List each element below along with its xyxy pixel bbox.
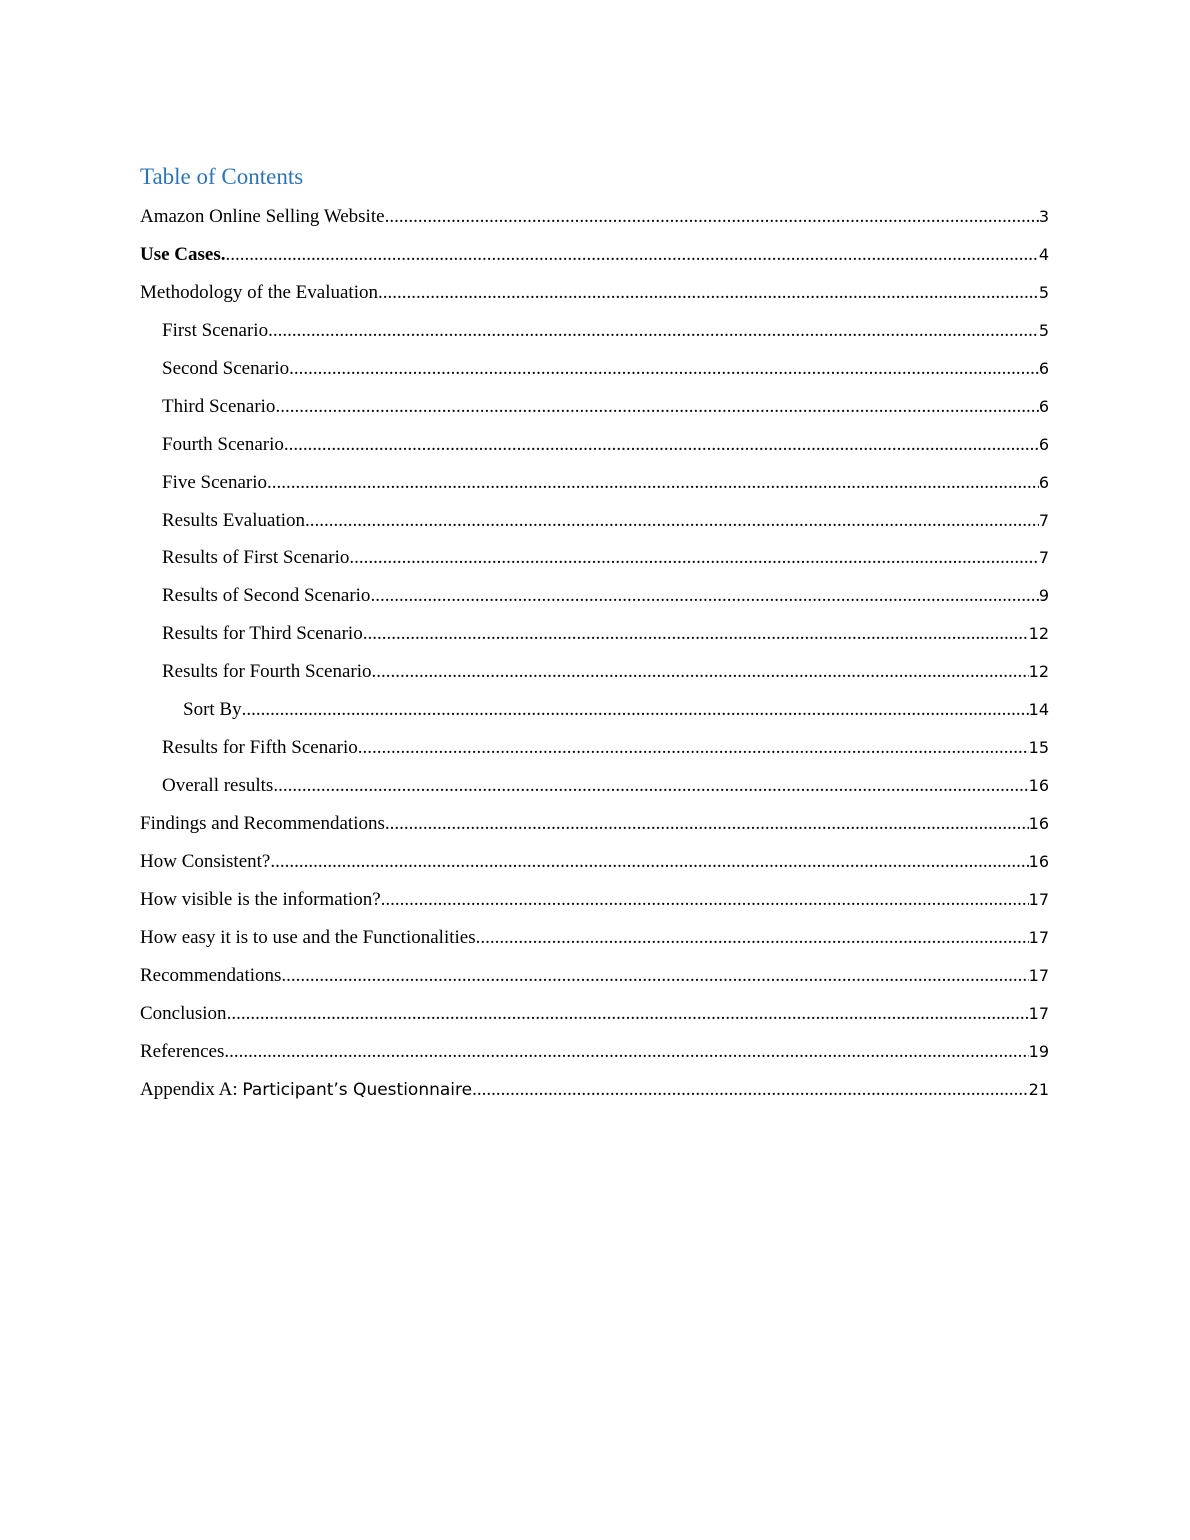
toc-entry-label: Results of Second Scenario xyxy=(162,585,371,607)
toc-page-number: 6 xyxy=(1038,434,1049,454)
toc-entry-findings-recommendations[interactable] xyxy=(140,805,1049,843)
toc-entry-second-scenario[interactable] xyxy=(140,350,1049,388)
toc-page-number: 6 xyxy=(1038,358,1049,378)
toc-leader-dots xyxy=(358,729,1029,767)
toc-leader-dots xyxy=(273,767,1028,805)
toc-entry-label: Third Scenario xyxy=(162,395,276,417)
toc-page-number: 17 xyxy=(1028,965,1049,985)
toc-leader-dots xyxy=(224,1033,1028,1071)
toc-entry-label: Results for Fourth Scenario xyxy=(162,661,372,683)
toc-entry-results-fourth-scenario[interactable] xyxy=(140,653,1049,691)
toc-page-number: 6 xyxy=(1038,472,1049,492)
toc-entry-results-first-scenario[interactable] xyxy=(140,539,1049,577)
toc-leader-dots xyxy=(284,426,1039,464)
toc-entry-label: Overall results xyxy=(162,775,274,797)
toc-leader-dots xyxy=(363,615,1029,653)
toc-entry-fourth-scenario[interactable] xyxy=(140,426,1049,464)
toc-entry-label: First Scenario xyxy=(162,319,269,341)
toc-entry-label: How Consistent? xyxy=(140,850,271,872)
toc-leader-dots xyxy=(270,843,1028,881)
toc-leader-dots xyxy=(268,312,1039,350)
toc-entry-label: Findings and Recommendations xyxy=(140,813,385,834)
toc-page-number: 7 xyxy=(1038,548,1049,568)
toc-page-number: 19 xyxy=(1028,1041,1049,1061)
toc-entry-label: How easy it is to use and the Functionalities xyxy=(140,926,476,948)
toc-entry-label: Use Cases. xyxy=(140,243,226,265)
toc-page-number: 15 xyxy=(1028,738,1049,758)
toc-page-number: 12 xyxy=(1028,662,1049,682)
toc-entry-results-third-scenario[interactable] xyxy=(140,615,1049,653)
toc-page-number: 16 xyxy=(1028,851,1049,871)
toc-leader-dots xyxy=(370,577,1038,615)
toc-entry-label: Results of First Scenario xyxy=(162,547,350,569)
toc-leader-dots xyxy=(267,464,1039,502)
toc-leader-dots xyxy=(378,274,1039,312)
toc-page-number: 3 xyxy=(1038,207,1049,226)
toc-entry-label: Amazon Online Selling Website xyxy=(140,206,385,227)
toc-leader-dots xyxy=(281,957,1028,995)
toc-entry-how-consistent[interactable] xyxy=(140,843,1049,881)
toc-leader-dots xyxy=(226,236,1039,274)
toc-entry-label-sans: Participant’s Questionnaire xyxy=(242,1079,473,1100)
toc-leader-dots xyxy=(275,388,1038,426)
toc-entry-label: How visible is the information? xyxy=(140,888,381,910)
toc-entry-label: Five Scenario xyxy=(162,471,268,493)
toc-entry-use-cases[interactable] xyxy=(140,236,1049,274)
toc-entry-sort-by[interactable] xyxy=(140,691,1049,729)
toc-entry-results-fifth-scenario[interactable] xyxy=(140,729,1049,767)
toc-entry-methodology[interactable] xyxy=(140,274,1049,312)
toc-page-number: 14 xyxy=(1028,700,1049,720)
toc-page-number: 4 xyxy=(1038,244,1049,264)
toc-entry-label: Recommendations xyxy=(140,964,282,986)
toc-page-number: 21 xyxy=(1028,1079,1049,1099)
toc-entry-references[interactable] xyxy=(140,1033,1049,1071)
toc-page-number: 12 xyxy=(1028,624,1049,644)
toc-entry-appendix-a[interactable] xyxy=(140,1071,1049,1109)
toc-page-number: 5 xyxy=(1038,282,1049,302)
toc-page-number: 16 xyxy=(1028,776,1049,796)
toc-entry-label xyxy=(140,1071,472,1110)
toc-leader-dots xyxy=(385,805,1029,843)
toc-page-number: 7 xyxy=(1038,510,1049,530)
toc-page-number: 16 xyxy=(1028,814,1049,833)
toc-entry-first-scenario[interactable] xyxy=(140,312,1049,350)
toc-entry-recommendations[interactable] xyxy=(140,957,1049,995)
toc-leader-dots xyxy=(242,691,1029,729)
toc-entry-label-serif: Appendix A: xyxy=(140,1078,243,1100)
toc-entry-label: Fourth Scenario xyxy=(162,433,284,455)
toc-entry-label: Results for Third Scenario xyxy=(162,623,363,645)
toc-leader-dots xyxy=(385,198,1039,236)
toc-entry-label: Conclusion xyxy=(140,1002,227,1024)
toc-entry-how-easy[interactable] xyxy=(140,919,1049,957)
toc-entry-results-evaluation[interactable] xyxy=(140,502,1049,540)
toc-entry-amazon-online-selling-website[interactable] xyxy=(140,198,1049,236)
toc-entry-third-scenario[interactable] xyxy=(140,388,1049,426)
toc-entry-results-second-scenario[interactable] xyxy=(140,577,1049,615)
toc-leader-dots xyxy=(349,539,1038,577)
toc-leader-dots xyxy=(289,350,1039,388)
toc-leader-dots xyxy=(372,653,1029,691)
toc-entry-label: Sort By xyxy=(183,699,242,721)
toc-leader-dots xyxy=(476,919,1029,957)
toc-leader-dots xyxy=(227,995,1029,1033)
toc-heading: Table of Contents xyxy=(140,164,304,189)
toc-entry-overall-results[interactable] xyxy=(140,767,1049,805)
toc-entry-label: Results for Fifth Scenario xyxy=(162,737,358,759)
toc-entry-label: Second Scenario xyxy=(162,357,290,379)
toc-page-number: 9 xyxy=(1038,586,1049,606)
toc-leader-dots xyxy=(305,502,1039,540)
toc-entry-label: Methodology of the Evaluation xyxy=(140,281,378,303)
toc-entry-how-visible[interactable] xyxy=(140,881,1049,919)
toc-page-number: 17 xyxy=(1028,889,1049,909)
toc-page-number: 17 xyxy=(1028,1003,1049,1023)
toc-page-number: 6 xyxy=(1038,396,1049,416)
toc-entry-label: References xyxy=(140,1040,225,1062)
toc-leader-dots xyxy=(472,1071,1029,1109)
toc-entry-label: Results Evaluation xyxy=(162,509,306,531)
toc-list xyxy=(140,198,1049,1109)
toc-page-number: 5 xyxy=(1038,320,1049,340)
toc-entry-conclusion[interactable] xyxy=(140,995,1049,1033)
toc-page-number: 17 xyxy=(1028,927,1049,947)
toc-leader-dots xyxy=(381,881,1029,919)
toc-entry-five-scenario[interactable] xyxy=(140,464,1049,502)
